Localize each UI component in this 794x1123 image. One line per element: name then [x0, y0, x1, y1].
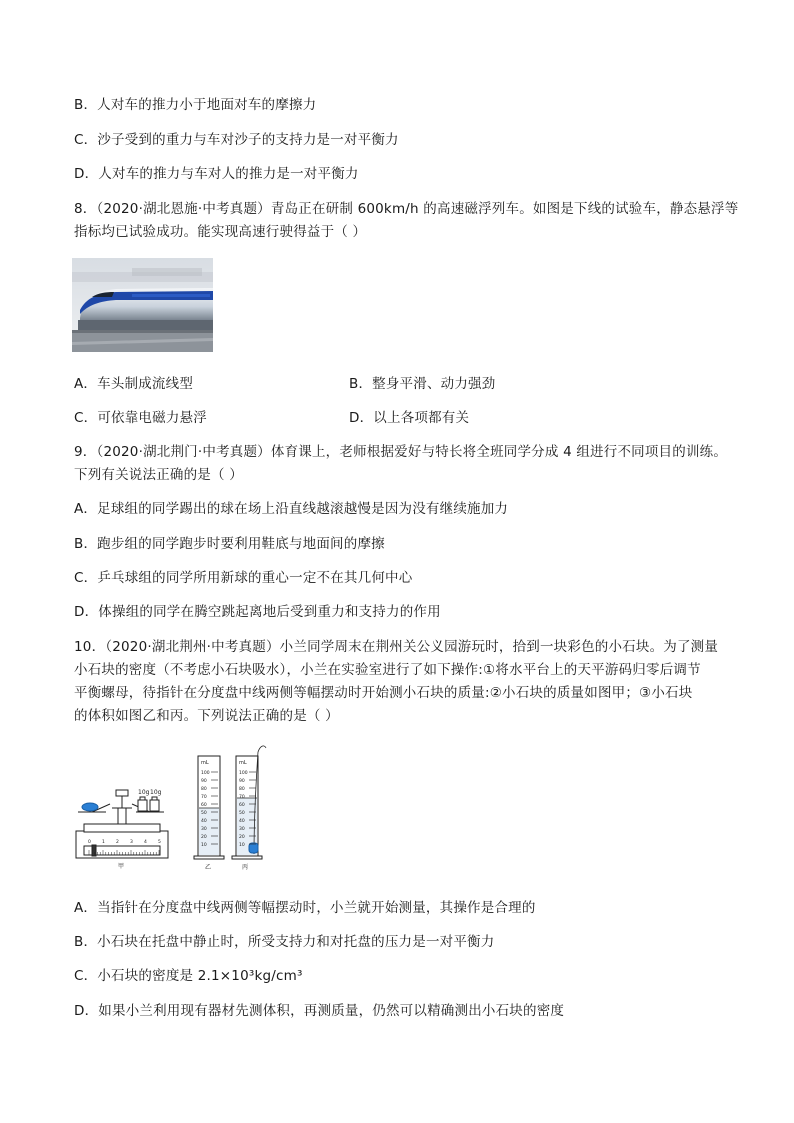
label-jia: 甲	[118, 863, 125, 870]
q9-option-b: B．跑步组的同学跑步时要利用鞋底与地面间的摩擦	[74, 536, 385, 552]
cylinder-tick-label: 50	[239, 811, 245, 816]
q8-option-a: A．车头制成流线型	[74, 376, 194, 392]
cylinder-tick-label: 30	[239, 827, 245, 832]
cylinder-tick-label: 90	[239, 779, 245, 784]
cylinder-tick-label: 60	[239, 803, 245, 808]
cylinder-bing-unit: mL	[239, 760, 247, 766]
cylinder-tick-label: 10	[239, 843, 245, 848]
q8-option-d: D．以上各项都有关	[349, 410, 470, 426]
scale-tick-label: 1	[102, 840, 105, 845]
cylinder-tick-label: 100	[201, 771, 210, 776]
scale-tick-label: 0	[88, 840, 91, 845]
cylinder-tick-label: 50	[201, 811, 207, 816]
cylinder-tick-label: 40	[239, 819, 245, 824]
scale-tick-label: 5	[158, 840, 161, 845]
cylinder-tick-label: 30	[201, 827, 207, 832]
balance-scale	[76, 790, 168, 858]
q8-option-b: B．整身平滑、动力强劲	[349, 376, 496, 392]
q10-stem-line4: 的体积如图乙和丙。下列说法正确的是（ ）	[74, 708, 339, 724]
cylinder-tick-label: 40	[201, 819, 207, 824]
q9-option-a: A．足球组的同学踢出的球在场上沿直线越滚越慢是因为没有继续施加力	[74, 501, 509, 517]
cylinder-tick-label: 60	[201, 803, 207, 808]
scale-tick-label: 3	[130, 840, 133, 845]
stone-in-cylinder	[249, 843, 258, 853]
cylinder-tick-label: 20	[201, 835, 207, 840]
cylinder-tick-label: 80	[201, 787, 207, 792]
label-yi: 乙	[205, 864, 212, 871]
q10-option-c: C．小石块的密度是 2.1×10³kg/cm³	[74, 968, 303, 984]
q7-option-c: C．沙子受到的重力与车对沙子的支持力是一对平衡力	[74, 132, 399, 148]
weight-label-1: 10g	[138, 789, 150, 796]
maglev-train-photo	[72, 258, 213, 352]
scale-tick-label: 2	[116, 840, 119, 845]
q7-option-d: D．人对车的推力与车对人的推力是一对平衡力	[74, 166, 359, 182]
q9-stem-line2: 下列有关说法正确的是（ ）	[74, 467, 243, 483]
q10-option-d: D．如果小兰利用现有器材先测体积，再测质量，仍然可以精确测出小石块的密度	[74, 1003, 565, 1019]
cylinder-bing	[232, 746, 266, 859]
weight-label-2: 10g	[150, 789, 162, 796]
cylinder-tick-label: 10	[201, 843, 207, 848]
cylinder-tick-label: 100	[239, 771, 248, 776]
q9-option-c: C．乒乓球组的同学所用新球的重心一定不在其几何中心	[74, 570, 413, 586]
q10-option-a: A．当指针在分度盘中线两侧等幅摆动时，小兰就开始测量，其操作是合理的	[74, 900, 536, 916]
q8-stem-line2: 指标均已试验成功。能实现高速行驶得益于（ ）	[74, 224, 367, 240]
cylinder-tick-label: 80	[239, 787, 245, 792]
q8-stem-line1: 8．（2020·湖北恩施·中考真题）青岛正在研制 600km/h 的高速磁浮列车。如图是下线的试验车，静态悬浮等	[74, 201, 739, 217]
scale-tick-label: 4	[144, 840, 147, 845]
cylinder-tick-label: 70	[239, 795, 245, 800]
q9-stem-line1: 9．（2020·湖北荆门·中考真题）体育课上，老师根据爱好与特长将全班同学分成 4 组进行不同项目的训练。	[74, 444, 728, 460]
cylinder-yi	[194, 756, 224, 859]
q10-stem-line3: 平衡螺母，待指针在分度盘中线两侧等幅摆动时开始测小石块的质量:②小石块的质量如图甲；③小石块	[74, 685, 693, 701]
q7-option-b: B．人对车的推力小于地面对车的摩擦力	[74, 97, 317, 113]
stone-on-pan	[82, 803, 98, 811]
q10-option-b: B．小石块在托盘中静止时，所受支持力和对托盘的压力是一对平衡力	[74, 934, 495, 950]
label-bing: 丙	[242, 864, 249, 871]
q10-stem-line1: 10．（2020·湖北荆州·中考真题）小兰同学周末在荆州关公义园游玩时，拾到一块彩色的小石块。为了测量	[74, 639, 719, 655]
cylinder-tick-label: 90	[201, 779, 207, 784]
cylinder-yi-unit: mL	[201, 760, 209, 766]
cylinder-tick-label: 20	[239, 835, 245, 840]
q8-option-c: C．可依靠电磁力悬浮	[74, 410, 207, 426]
q10-stem-line2: 小石块的密度（不考虑小石块吸水），小兰在实验室进行了如下操作:①将水平台上的天平游码归零后调节	[74, 662, 701, 678]
cylinder-tick-label: 70	[201, 795, 207, 800]
balance-and-cylinders-figure	[70, 742, 270, 872]
q9-option-d: D．体操组的同学在腾空跳起离地后受到重力和支持力的作用	[74, 604, 441, 620]
